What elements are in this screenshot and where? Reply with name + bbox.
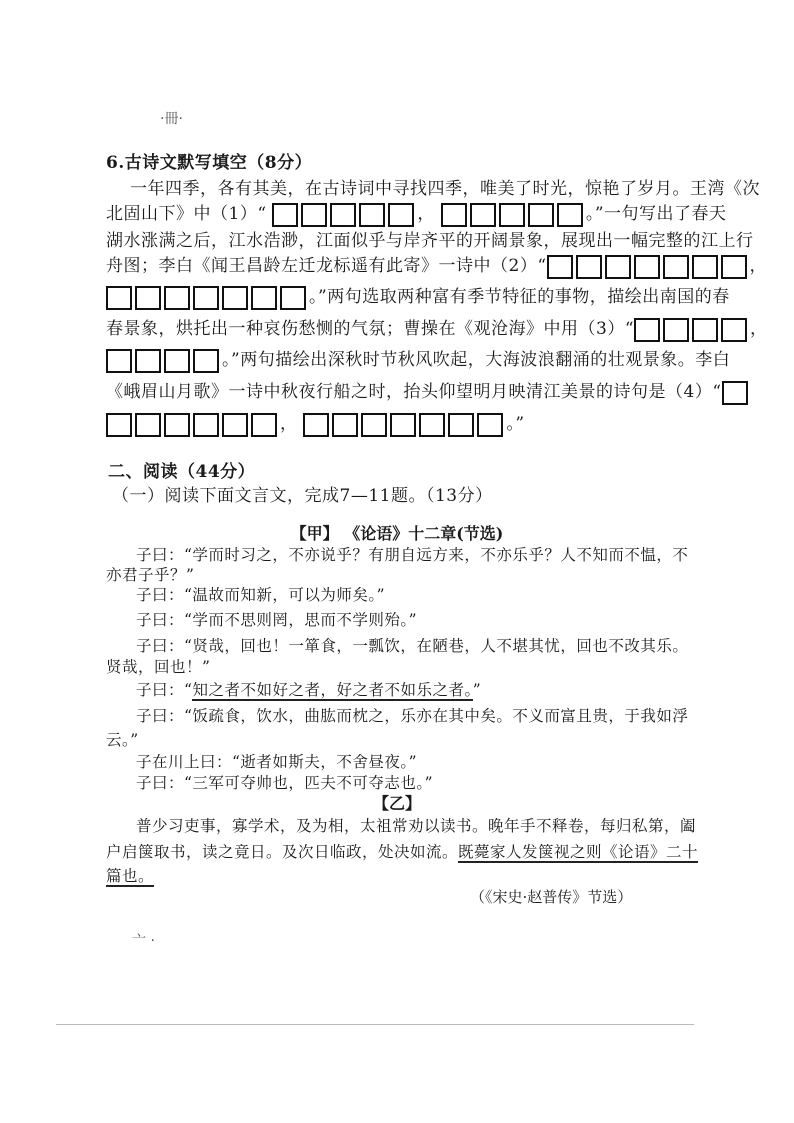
passage-b-text: 户启箧取书，读之竟日。及次日临政，处决如流。 bbox=[106, 843, 459, 861]
q6-line-3: 湖水涨满之后，江水浩渺，江面似乎与岸齐平的开阔景象，展现出一幅完整的江上行 bbox=[106, 231, 754, 251]
underlined-sentence: 知之者不如好之者，好之者不如乐之者。 bbox=[192, 681, 473, 699]
q6-text: 春景象，烘托出一种哀伤愁恻的气氛；曹操在《观沧海》中用（3）“ bbox=[106, 319, 635, 339]
blank-4a-start[interactable] bbox=[722, 381, 751, 405]
passage-a-text: ” bbox=[472, 681, 482, 699]
passage-b-line bbox=[106, 864, 154, 886]
passage-a-line: 云。” bbox=[106, 731, 139, 749]
blank-2a[interactable] bbox=[547, 255, 750, 279]
question-6-title: 6.古诗文默写填空（8分） bbox=[106, 153, 313, 173]
comma: ， bbox=[417, 204, 435, 224]
passage-a-line: 子在川上曰：“逝者如斯夫，不舍昼夜。” bbox=[136, 753, 418, 771]
passage-b-line bbox=[106, 840, 698, 862]
q6-text: 北固山下》中（1）“ bbox=[106, 204, 267, 224]
q6-line-7 bbox=[106, 345, 730, 373]
comma: ， bbox=[749, 256, 768, 276]
passage-a-line: 亦君子乎？” bbox=[106, 566, 195, 584]
blank-2b[interactable] bbox=[106, 286, 309, 310]
passage-a-line: 子曰：“温故而知新，可以为师矣。” bbox=[136, 586, 386, 604]
q6-text: 。” bbox=[506, 414, 525, 434]
page-divider bbox=[56, 1024, 694, 1025]
blank-4b[interactable] bbox=[303, 413, 506, 437]
passage-a-line: 子曰：“饭疏食，饮水，曲肱而枕之，乐亦在其中矣。不义而富且贵，于我如浮 bbox=[136, 707, 689, 725]
q6-line-4 bbox=[106, 251, 767, 279]
scan-mark-top: ·冊· bbox=[160, 111, 183, 127]
blank-1b[interactable] bbox=[441, 203, 586, 227]
passage-a-line-underlined bbox=[136, 678, 481, 700]
passage-a-line: 贤哉，回也！” bbox=[106, 658, 211, 676]
q6-text: 。”两句描绘出深秋时节秋风吹起，大海波浪翻涌的壮观景象。李白 bbox=[222, 350, 731, 370]
passage-a-line: 子曰：“贤哉，回也！一箪食，一瓢饮，在陋巷，人不堪其忧，回也不改其乐。 bbox=[136, 637, 689, 655]
underlined-sentence: 篇也。 bbox=[106, 867, 155, 885]
q6-text: 舟图；李白《闻王昌龄左迁龙标遥有此寄》一诗中（2）“ bbox=[106, 256, 547, 276]
passage-a-text: 子曰：“ bbox=[136, 681, 193, 699]
q6-line-9 bbox=[106, 409, 525, 437]
passage-a-line: 子曰：“学而时习之，不亦说乎？有朋自远方来，不亦乐乎？人不知而不愠，不 bbox=[136, 546, 689, 564]
passage-b-line: 普少习吏事，寡学术，及为相，太祖常劝以读书。晚年手不释卷，每归私第，阖 bbox=[136, 817, 697, 835]
passage-b-title: 【乙】 bbox=[372, 794, 421, 813]
comma: ， bbox=[750, 319, 768, 339]
blank-3b[interactable] bbox=[106, 349, 222, 373]
q6-line-5 bbox=[106, 282, 730, 310]
q6-line-2 bbox=[106, 199, 727, 227]
scan-mark-bottom: 亠 · bbox=[132, 933, 155, 949]
passage-a-title: 【甲】 《论语》十二章(节选) bbox=[290, 524, 504, 543]
section-2-subtitle: （一）阅读下面文言文，完成7—11题。（13分） bbox=[112, 486, 493, 506]
q6-line-1: 一年四季，各有其美，在古诗词中寻找四季，唯美了时光，惊艳了岁月。王湾《次 bbox=[130, 179, 760, 199]
passage-b-source: （《宋史·赵普传》节选） bbox=[470, 888, 633, 906]
q6-text: 。”两句选取两种富有季节特征的事物，描绘出南国的春 bbox=[309, 287, 730, 307]
blank-3a[interactable] bbox=[634, 318, 750, 342]
blank-1a[interactable] bbox=[272, 203, 417, 227]
q6-text: 《峨眉山月歌》一诗中秋夜行船之时，抬头仰望明月映清江美景的诗句是（4）“ bbox=[106, 382, 722, 402]
q6-text: 。”一句写出了春天 bbox=[585, 204, 727, 224]
passage-a-line: 子曰：“三军可夺帅也，匹夫不可夺志也。” bbox=[136, 774, 434, 792]
passage-a-line: 子曰：“学而不思则罔，思而不学则殆。” bbox=[136, 611, 418, 629]
comma: ， bbox=[280, 414, 298, 434]
blank-4a[interactable] bbox=[106, 413, 280, 437]
underlined-sentence: 既薨家人发箧视之则《论语》二十 bbox=[458, 843, 699, 861]
q6-line-8 bbox=[106, 377, 751, 405]
q6-line-6 bbox=[106, 314, 768, 342]
section-2-title: 二、阅读（44分） bbox=[108, 462, 256, 482]
